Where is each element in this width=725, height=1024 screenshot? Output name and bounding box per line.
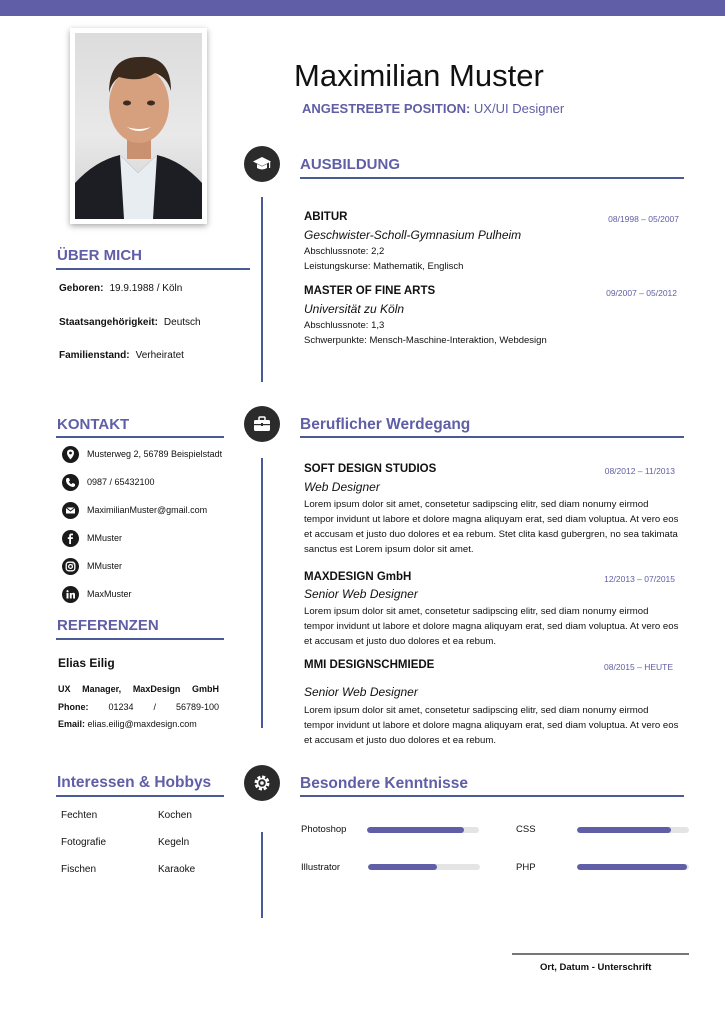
location-icon — [62, 446, 79, 463]
timeline-line-career — [261, 458, 263, 728]
hobby-item: Fotografie — [61, 837, 107, 848]
education-entry-school: Universität zu Köln — [304, 302, 405, 316]
education-entry-date: 08/1998 – 05/2007 — [608, 214, 679, 224]
reference-name: Elias Eilig — [58, 656, 115, 670]
contact-address: Musterweg 2, 56789 Beispielstadt — [62, 445, 222, 463]
briefcase-icon — [244, 406, 280, 442]
position-value: UX/UI Designer — [473, 101, 565, 116]
reference-role: UX Manager, MaxDesign GmbH — [58, 684, 219, 694]
career-entry-company: MMI DESIGNSCHMIEDE — [304, 659, 435, 671]
career-entry-description: Lorem ipsum dolor sit amet, consetetur sadipscing elitr, sed diam nonumy eirmod tempor invidunt ut labore et dolore magna aliquyam erat, sed diam voluptua. At vero eos et accusam et justo duo dolores et ea rebum. — [304, 705, 679, 746]
career-entry-role: Senior Web Designer — [304, 685, 418, 699]
career-rule — [300, 436, 684, 438]
hobby-item: Kegeln — [158, 837, 190, 848]
skill-bar — [367, 827, 479, 833]
skill-label: Illustrator — [301, 862, 341, 873]
timeline-line-education — [261, 197, 263, 382]
skill-bar-fill — [368, 864, 437, 870]
signature-line — [512, 953, 689, 955]
portrait-illustration — [75, 33, 202, 219]
about-birth: Geboren: 19.9.1988 / Köln — [59, 283, 183, 294]
linkedin-icon — [62, 586, 79, 603]
gear-icon — [244, 765, 280, 801]
education-entry-detail: Schwerpunkte: Mensch-Maschine-Interaktion, Webdesign — [304, 335, 547, 346]
skills-rule — [300, 795, 684, 797]
facebook-icon — [62, 530, 79, 547]
career-title: Beruflicher Werdegang — [300, 416, 471, 433]
education-entry-detail: Abschlussnote: 1,3 — [304, 320, 385, 331]
about-marital: Familienstand: Verheiratet — [59, 350, 184, 361]
contact-rule — [56, 436, 224, 438]
phone-icon — [62, 474, 79, 491]
timeline-line-skills — [261, 832, 263, 918]
education-title: AUSBILDUNG — [300, 156, 400, 173]
hobbies-title: Interessen & Hobbys — [57, 774, 212, 791]
hobby-item: Kochen — [158, 810, 192, 821]
contact-phone: 0987 / 65432100 — [62, 473, 155, 491]
education-entry-detail: Abschlussnote: 2,2 — [304, 246, 385, 257]
reference-email: Email: elias.eilig@maxdesign.com — [58, 719, 197, 729]
references-title: REFERENZEN — [57, 617, 159, 634]
career-entry-role: Senior Web Designer — [304, 587, 418, 601]
education-entry-title: ABITUR — [304, 211, 348, 223]
top-accent-bar — [0, 0, 725, 16]
target-position — [302, 101, 564, 116]
skill-bar-fill — [577, 827, 671, 833]
education-entry-school: Geschwister-Scholl-Gymnasium Pulheim — [304, 228, 522, 242]
education-rule — [300, 177, 684, 179]
about-title: ÜBER MICH — [57, 247, 142, 264]
education-entry-date: 09/2007 – 05/2012 — [606, 288, 677, 298]
references-rule — [56, 638, 224, 640]
about-rule — [56, 268, 250, 270]
education-entry-detail: Leistungskurse: Mathematik, Englisch — [304, 261, 464, 272]
hobbies-rule — [56, 795, 224, 797]
career-entry-description: Lorem ipsum dolor sit amet, consetetur sadipscing elitr, sed diam nonumy eirmod tempor invidunt ut labore et dolore magna aliquyam erat, sed diam voluptua. At vero eos et accusam et justo duo dolores et ea rebum. Stet clita kasd gubergren, no sea takimata sanctus est Lorem ipsum dolor sit amet. — [304, 499, 679, 555]
profile-photo — [75, 33, 202, 219]
contact-email: MaximilianMuster@gmail.com — [62, 501, 207, 519]
email-icon — [62, 502, 79, 519]
signature-label: Ort, Datum - Unterschrift — [540, 962, 652, 973]
reference-phone: Phone: 01234 / 56789-100 — [58, 702, 219, 712]
career-entry-description: Lorem ipsum dolor sit amet, consetetur sadipscing elitr, sed diam nonumy eirmod tempor invidunt ut labore et dolore magna aliquyam erat, sed diam voluptua. At vero eos et accusam et justo duo dolores et ea rebum. — [304, 606, 679, 647]
career-entry-company: MAXDESIGN GmbH — [304, 571, 412, 583]
skill-label: Photoshop — [301, 824, 347, 835]
career-entry-company: SOFT DESIGN STUDIOS — [304, 463, 437, 475]
skill-bar — [577, 864, 689, 870]
skill-bar — [577, 827, 689, 833]
contact-title: KONTAKT — [57, 416, 130, 433]
hobby-item: Fischen — [61, 864, 97, 875]
candidate-name: Maximilian Muster — [294, 58, 544, 93]
career-entry-date: 08/2015 – HEUTE — [604, 662, 673, 672]
instagram-icon — [62, 558, 79, 575]
skill-label: CSS — [516, 824, 536, 835]
skill-bar-fill — [367, 827, 464, 833]
profile-photo-frame — [70, 28, 207, 224]
skill-label: PHP — [516, 862, 536, 873]
position-label: ANGESTREBTE POSITION: — [302, 101, 471, 116]
contact-instagram: MMuster — [62, 557, 122, 575]
about-nationality: Staatsangehörigkeit: Deutsch — [59, 317, 201, 328]
contact-linkedin: MaxMuster — [62, 585, 132, 603]
education-entry-title: MASTER OF FINE ARTS — [304, 285, 436, 297]
skill-bar — [368, 864, 480, 870]
skill-bar-fill — [577, 864, 687, 870]
hobby-item: Fechten — [61, 810, 98, 821]
career-entry-date: 12/2013 – 07/2015 — [604, 574, 675, 584]
contact-facebook: MMuster — [62, 529, 122, 547]
graduation-cap-icon — [244, 146, 280, 182]
skills-title: Besondere Kenntnisse — [300, 775, 468, 792]
hobby-item: Karaoke — [158, 864, 196, 875]
career-entry-date: 08/2012 – 11/2013 — [604, 466, 675, 476]
career-entry-role: Web Designer — [304, 480, 380, 494]
